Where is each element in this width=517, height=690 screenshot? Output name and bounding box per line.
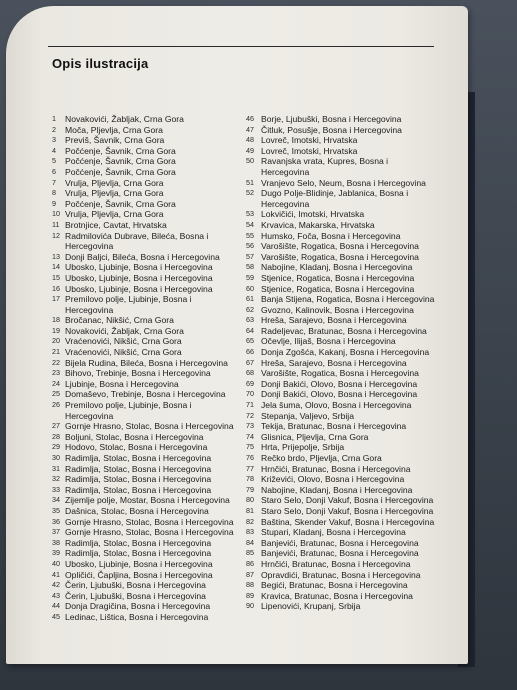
item-number: 84 [246,537,254,547]
item-number: 43 [52,590,60,600]
item-text: Ubosko, Ljubinje, Bosna i Hercegovina [65,272,213,283]
item-number: 50 [246,156,254,166]
item-text: Zijemlje polje, Mostar, Bosna i Hercegovina [65,495,230,506]
item-number: 68 [246,368,254,378]
item-text: Gvozno, Kalinovik, Bosna i Hercegovina [261,304,414,315]
list-item [52,262,242,273]
item-text: Baština, Skender Vakuf, Bosna i Hercegovina [261,516,435,527]
list-item [246,188,458,199]
list-item [52,453,242,464]
list-item [246,284,458,295]
item-number: 61 [246,294,254,304]
list-item [246,220,458,231]
item-text: Premilovo polje, Ljubinje, Bosna i [65,400,192,411]
list-item [52,114,242,125]
list-item [52,156,242,167]
item-text: Lovreč, Imotski, Hrvatska [261,135,358,146]
list-item [52,432,242,443]
item-number: 2 [52,124,56,134]
list-item [246,570,458,581]
item-number: 83 [246,527,254,537]
list-item [52,273,242,284]
item-text: Donji Bakići, Olovo, Bosna i Hercegovina [261,389,418,400]
item-text: Brotnjice, Cavtat, Hrvatska [65,219,167,230]
list-item [52,538,242,549]
item-text: Čerin, Ljubuški, Bosna i Hercegovina [65,580,206,591]
item-number [52,241,65,252]
list-item-continuation [246,199,458,210]
list-item [246,495,458,506]
item-number: 47 [246,124,254,134]
list-item [246,326,458,337]
item-text: Varošište, Rogatica, Bosna i Hercegovina [261,251,419,262]
header-rule [48,46,434,47]
item-number: 77 [246,463,254,473]
item-text: Ubosko, Ljubinje, Bosna i Hercegovina [65,558,213,569]
item-number: 67 [246,357,254,367]
item-text: Ubosko, Ljubinje, Bosna i Hercegovina [65,262,213,273]
item-number: 7 [52,177,56,187]
item-text: Počćenje, Šavnik, Crna Gora [65,156,176,167]
list-item [52,347,242,358]
item-number: 82 [246,516,254,526]
list-item [246,442,458,453]
list-item [52,368,242,379]
item-number: 8 [52,188,56,198]
item-number: 71 [246,400,254,410]
item-number: 37 [52,527,60,537]
item-text: Ubosko, Ljubinje, Bosna i Hercegovina [65,283,213,294]
item-text: Gornje Hrasno, Stolac, Bosna i Hercegovina [65,527,234,538]
list-item [52,517,242,528]
item-number: 42 [52,580,60,590]
list-item [52,601,242,612]
list-item [246,347,458,358]
item-text: Čerin, Ljubuški, Bosna i Hercegovina [65,590,206,601]
list-item [246,601,458,612]
item-number: 87 [246,569,254,579]
item-number: 73 [246,421,254,431]
item-text: Donja Zgošća, Kakanj, Bosna i Hercegovina [261,347,430,358]
item-text: Čitluk, Posušje, Bosna i Hercegovina [261,124,402,135]
list-item [52,485,242,496]
list-item [52,559,242,570]
list-item [52,188,242,199]
item-text: Banjevići, Bratunac, Bosna i Hercegovina [261,548,419,559]
item-number: 12 [52,230,60,240]
list-item [52,474,242,485]
item-text: Hreša, Sarajevo, Bosna i Hercegovina [261,315,407,326]
item-text: Gornje Hrasno, Stolac, Bosna i Hercegovina [65,421,234,432]
item-number: 63 [246,315,254,325]
list-item [52,379,242,390]
item-text: Hrnčići, Bratunac, Bosna i Hercegovina [261,463,411,474]
list-item [52,548,242,559]
list-item [246,389,458,400]
item-text: Hercegovina [261,198,310,209]
list-item [52,220,242,231]
item-number: 15 [52,272,60,282]
list-item [52,506,242,517]
item-text: Hrta, Prijepolje, Srbija [261,442,345,453]
item-number: 80 [246,495,254,505]
item-number: 51 [246,177,254,187]
list-item [246,252,458,263]
item-text: Opličići, Čapljina, Bosna i Hercegovina [65,569,213,580]
item-text: Varošište, Rogatica, Bosna i Hercegovina [261,241,419,252]
list-item [246,294,458,305]
list-item [52,284,242,295]
list-item [52,442,242,453]
list-item [246,379,458,390]
list-item-continuation [52,411,242,422]
item-number: 23 [52,368,60,378]
item-text: Stjenice, Rogatica, Bosna i Hercegovina [261,283,415,294]
list-item [246,209,458,220]
item-text: Varošište, Rogatica, Bosna i Hercegovina [261,368,419,379]
item-text: Jela šuma, Olovo, Bosna i Hercegovina [261,400,412,411]
item-text: Stjenice, Rogatica, Bosna i Hercegovina [261,272,415,283]
item-text: Gornje Hrasno, Stolac, Bosna i Hercegovina [65,516,234,527]
item-text: Moča, Pljevlja, Crna Gora [65,124,163,135]
item-number: 18 [52,315,60,325]
list-item [52,591,242,602]
item-number: 28 [52,431,60,441]
list-item [246,591,458,602]
item-number: 19 [52,325,60,335]
item-number [246,199,261,210]
list-item [52,400,242,411]
list-item [52,209,242,220]
item-text: Očevlje, Ilijaš, Bosna i Hercegovina [261,336,396,347]
right-column-list [246,114,458,612]
item-text: Domaševo, Trebinje, Bosna i Hercegovina [65,389,226,400]
list-item [52,167,242,178]
item-text: Radimlja, Stolac, Bosna i Hercegovina [65,548,212,559]
item-number: 10 [52,209,60,219]
item-text: Hercegovina [65,241,114,252]
item-text: Dašnica, Stolac, Bosna i Hercegovina [65,505,209,516]
item-number: 72 [246,410,254,420]
item-number: 29 [52,442,60,452]
list-item [246,411,458,422]
item-text: Vrulja, Pljevlja, Crna Gora [65,188,164,199]
item-text: Hodovo, Stolac, Bosna i Hercegovina [65,442,208,453]
item-number: 36 [52,516,60,526]
item-number: 9 [52,198,56,208]
list-item-continuation [246,167,458,178]
list-item [52,125,242,136]
item-text: Hercegovina [65,410,114,421]
item-number: 11 [52,219,60,229]
item-text: Humsko, Foča, Bosna i Hercegovina [261,230,401,241]
item-number: 40 [52,558,60,568]
item-text: Ledinac, Lištica, Bosna i Hercegovina [65,611,209,622]
item-number: 79 [246,484,254,494]
list-item [246,368,458,379]
item-number: 5 [52,156,56,166]
item-number: 35 [52,505,60,515]
list-item [246,358,458,369]
item-number: 34 [52,495,60,505]
item-text: Radimlja, Stolac, Bosna i Hercegovina [65,484,212,495]
item-text: Krvavica, Makarska, Hrvatska [261,219,375,230]
list-item [246,146,458,157]
item-text: Staro Selo, Donji Vakuf, Bosna i Hercegovina [261,495,434,506]
list-item [246,125,458,136]
list-item [246,156,458,167]
item-number: 65 [246,336,254,346]
list-item [246,453,458,464]
list-item [52,495,242,506]
list-item [52,199,242,210]
item-number: 24 [52,378,60,388]
item-number: 17 [52,294,60,304]
list-item [52,580,242,591]
item-number: 41 [52,569,60,579]
list-item [246,315,458,326]
item-text: Radimlja, Stolac, Bosna i Hercegovina [65,463,212,474]
item-number: 52 [246,188,254,198]
item-text: Lipenovići, Krupanj, Srbija [261,601,361,612]
item-text: Tekija, Bratunac, Bosna i Hercegovina [261,421,407,432]
item-text: Borje, Ljubuški, Bosna i Hercegovina [261,114,402,124]
list-item [52,326,242,337]
list-item [52,570,242,581]
item-number: 3 [52,135,56,145]
list-item [246,305,458,316]
item-text: Radimlja, Stolac, Bosna i Hercegovina [65,453,212,463]
item-text: Hreša, Sarajevo, Bosna i Hercegovina [261,357,407,368]
item-number [246,167,261,178]
list-item [52,294,242,305]
list-item [246,527,458,538]
item-number: 38 [52,537,60,547]
item-text: Hercegovina [261,166,310,177]
item-number: 32 [52,474,60,484]
list-item [246,241,458,252]
list-item [52,231,242,242]
item-text: Vraćenovići, Nikšić, Crna Gora [65,347,182,358]
item-text: Nabojine, Kladanj, Bosna i Hercegovina [261,484,413,495]
item-text: Opravdići, Bratunac, Bosna i Hercegovina [261,569,421,580]
item-number: 13 [52,251,60,261]
item-number: 31 [52,463,60,473]
item-text: Ljubinje, Bosna i Hercegovina [65,378,179,389]
list-item [52,146,242,157]
list-item [246,464,458,475]
item-text: Počćenje, Šavnik, Crna Gora [65,166,176,177]
item-number: 25 [52,389,60,399]
item-number [52,305,65,316]
list-item [52,389,242,400]
item-number: 62 [246,304,254,314]
item-number: 60 [246,283,254,293]
list-item [246,538,458,549]
item-text: Ravanjska vrata, Kupres, Bosna i [261,156,389,167]
item-number: 75 [246,442,254,452]
left-column-list [52,114,242,623]
item-number: 39 [52,548,60,558]
list-item [246,114,458,125]
item-text: Radimlja, Stolac, Bosna i Hercegovina [65,537,212,548]
item-number: 1 [52,114,56,123]
item-number: 74 [246,431,254,441]
item-text: Donji Baljci, Bileća, Bosna i Hercegovina [65,251,220,262]
item-text: Kravica, Bratunac, Bosna i Hercegovina [261,590,413,601]
list-item [246,273,458,284]
item-number: 78 [246,474,254,484]
item-number: 22 [52,357,60,367]
list-item [246,485,458,496]
list-item [52,464,242,475]
item-text: Križevići, Olovo, Bosna i Hercegovina [261,474,405,485]
page-title: Opis ilustracija [52,56,149,71]
item-number: 54 [246,219,254,229]
list-item [246,559,458,570]
list-item [52,612,242,623]
item-number [52,411,65,422]
item-number: 30 [52,453,60,462]
item-number: 89 [246,590,254,600]
item-text: Stupari, Kladanj, Bosna i Hercegovina [261,527,406,538]
list-item [52,336,242,347]
list-item [246,580,458,591]
item-number: 27 [52,421,60,431]
list-item [246,336,458,347]
item-number: 26 [52,400,60,410]
list-item [246,178,458,189]
item-text: Lovreč, Imotski, Hrvatska [261,145,358,156]
item-number: 90 [246,601,254,611]
item-text: Premilovo polje, Ljubinje, Bosna i [65,294,192,305]
item-text: Nabojine, Kladanj, Bosna i Hercegovina [261,262,413,273]
item-number: 14 [52,262,60,272]
item-text: Boljuni, Stolac, Bosna i Hercegovina [65,431,204,442]
list-item-continuation [52,241,242,252]
list-item [246,474,458,485]
item-text: Dugo Polje-Blidinje, Jablanica, Bosna i [261,188,409,199]
item-number: 55 [246,230,254,240]
item-number: 57 [246,251,254,261]
list-item [246,135,458,146]
item-text: Donji Bakići, Olovo, Bosna i Hercegovina [261,378,418,389]
item-number: 76 [246,453,254,462]
item-text: Novakovići, Žabljak, Crna Gora [65,114,184,124]
item-number: 86 [246,558,254,568]
item-number: 64 [246,325,254,335]
item-text: Banjevići, Bratunac, Bosna i Hercegovina [261,537,419,548]
item-text: Bihovo, Trebinje, Bosna i Hercegovina [65,368,211,379]
item-number: 46 [246,114,254,123]
item-number: 4 [52,145,56,155]
item-text: Bijela Rudina, Bileća, Bosna i Hercegovina [65,357,228,368]
item-text: Počćenje, Šavnik, Crna Gora [65,145,176,156]
item-text: Vrulja, Pljevlja, Crna Gora [65,177,164,188]
list-item [246,432,458,443]
list-item [52,421,242,432]
list-item [246,548,458,559]
item-number: 81 [246,505,254,515]
item-number: 88 [246,580,254,590]
item-text: Banja Stijena, Rogatica, Bosna i Hercegovina [261,294,435,305]
item-text: Hrnčići, Bratunac, Bosna i Hercegovina [261,558,411,569]
list-item [52,527,242,538]
item-number: 56 [246,241,254,251]
item-text: Radmilovića Dubrave, Bileća, Bosna i [65,230,209,241]
item-text: Rečko brdo, Pljevlja, Crna Gora [261,453,382,463]
item-text: Počćenje, Šavnik, Crna Gora [65,198,176,209]
list-item [52,252,242,263]
item-text: Vrulja, Pljevlja, Crna Gora [65,209,164,220]
item-number: 16 [52,283,60,293]
item-number: 53 [246,209,254,219]
list-item [52,178,242,189]
list-item [246,421,458,432]
item-number: 70 [246,389,254,399]
item-number: 21 [52,347,60,357]
list-item [246,506,458,517]
item-text: Radimlja, Stolac, Bosna i Hercegovina [65,474,212,485]
item-text: Novakovići, Žabljak, Crna Gora [65,325,184,336]
list-item [246,517,458,528]
item-number: 58 [246,262,254,272]
list-item [52,315,242,326]
item-text: Vraćenovići, Nikšić, Crna Gora [65,336,182,347]
list-item [246,231,458,242]
item-number: 45 [52,611,60,621]
item-number: 20 [52,336,60,346]
item-number: 49 [246,145,254,155]
item-text: Staro Selo, Donji Vakuf, Bosna i Hercegovina [261,505,434,516]
item-text: Stepanja, Valjevo, Srbija [261,410,354,421]
item-number: 69 [246,378,254,388]
item-number: 44 [52,601,60,611]
item-text: Bročanac, Nikšić, Crna Gora [65,315,174,326]
item-text: Radeljevac, Bratunac, Bosna i Hercegovina [261,325,427,336]
list-item-continuation [52,305,242,316]
item-number: 33 [52,484,60,494]
item-text: Previš, Šavnik, Crna Gora [65,135,165,146]
item-number: 48 [246,135,254,145]
list-item [52,135,242,146]
item-text: Lokvičići, Imotski, Hrvatska [261,209,365,220]
item-number: 66 [246,347,254,357]
list-item [246,400,458,411]
item-text: Hercegovina [65,304,114,315]
item-text: Begići, Bratunac, Bosna i Hercegovina [261,580,408,591]
list-item [246,262,458,273]
item-text: Glisnica, Pljevlja, Crna Gora [261,431,369,442]
item-text: Vranjevo Selo, Neum, Bosna i Hercegovina [261,177,426,188]
item-number: 85 [246,548,254,558]
item-text: Donja Dragičina, Bosna i Hercegovina [65,601,211,612]
item-number: 6 [52,166,56,176]
item-number: 59 [246,272,254,282]
list-item [52,358,242,369]
